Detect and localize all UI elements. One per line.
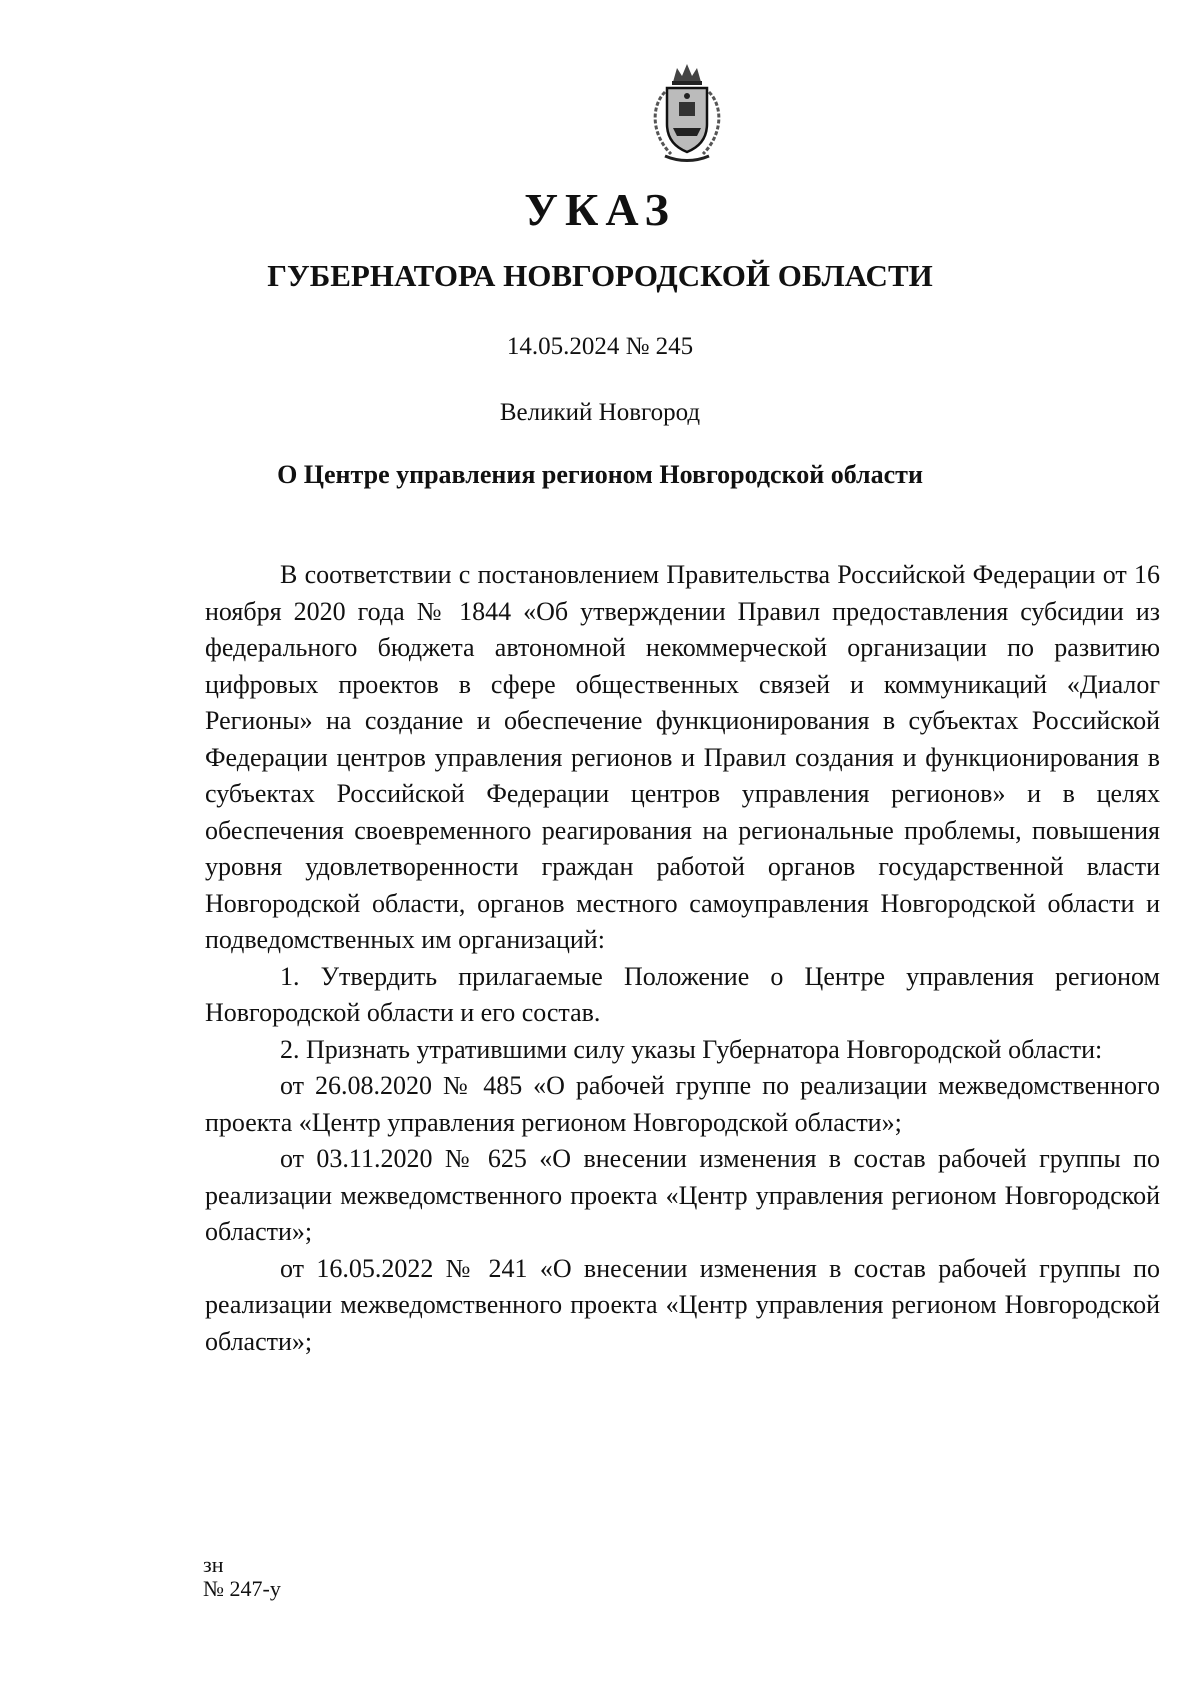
paragraph-preamble: В соответствии с постановлением Правительства Российской Федерации от 16 ноября 2020 года № 1844 «Об утверждении Правил предоставления субсидии из федерального бюджета автономной некоммерческой организации по развитию цифровых проектов в сфере общественных связей и коммуникаций «Диалог Регионы» на создание и обеспечение функционирования в субъектах Российской Федерации центров управления регионов и Правил создания и функционирования в субъектах Российской Федерации центров управления регионов» и в целях обеспечения своевременного реагирования на региональные проблемы, повышения уровня удовлетворенности граждан работой органов государственной власти Новгородской области, органов местного самоуправления Новгородской области и подведомственных им организаций: — [205, 560, 1160, 954]
paragraph-item-2: 2. Признать утратившими силу указы Губернатора Новгородской области: — [280, 1034, 1103, 1064]
repealed-decree-2: от 03.11.2020 № 625 «О внесении изменения в состав рабочей группы по реализации межведомственного проекта «Центр управления регионом Новгородской области»; — [205, 1144, 1160, 1246]
footer-initials: зн — [203, 1552, 224, 1577]
document-date-number: 14.05.2024 № 245 — [506, 333, 694, 360]
repealed-decree-3: от 16.05.2022 № 241 «О внесении изменения в состав рабочей группы по реализации межведомственного проекта «Центр управления регионом Новгородской области»; — [205, 1253, 1160, 1356]
document-city: Великий Новгород — [499, 399, 701, 426]
footer-registration — [203, 1553, 281, 1601]
footer-number: № 247-у — [203, 1576, 281, 1601]
coat-of-arms-icon — [643, 62, 731, 166]
document-heading: О Центре управления регионом Новгородской области — [277, 460, 923, 489]
document-subtitle: ГУБЕРНАТОРА НОВГОРОДСКОЙ ОБЛАСТИ — [267, 258, 933, 293]
repealed-decree-1: от 26.08.2020 № 485 «О рабочей группе по реализации межведомственного проекта «Центр управления регионом Новгородской области»; — [205, 1071, 1160, 1137]
document-title: УКАЗ — [524, 184, 676, 235]
paragraph-item-1: 1. Утвердить прилагаемые Положение о Центре управления регионом Новгородской области и его состав. — [205, 961, 1160, 1027]
document-body — [205, 557, 1160, 1360]
